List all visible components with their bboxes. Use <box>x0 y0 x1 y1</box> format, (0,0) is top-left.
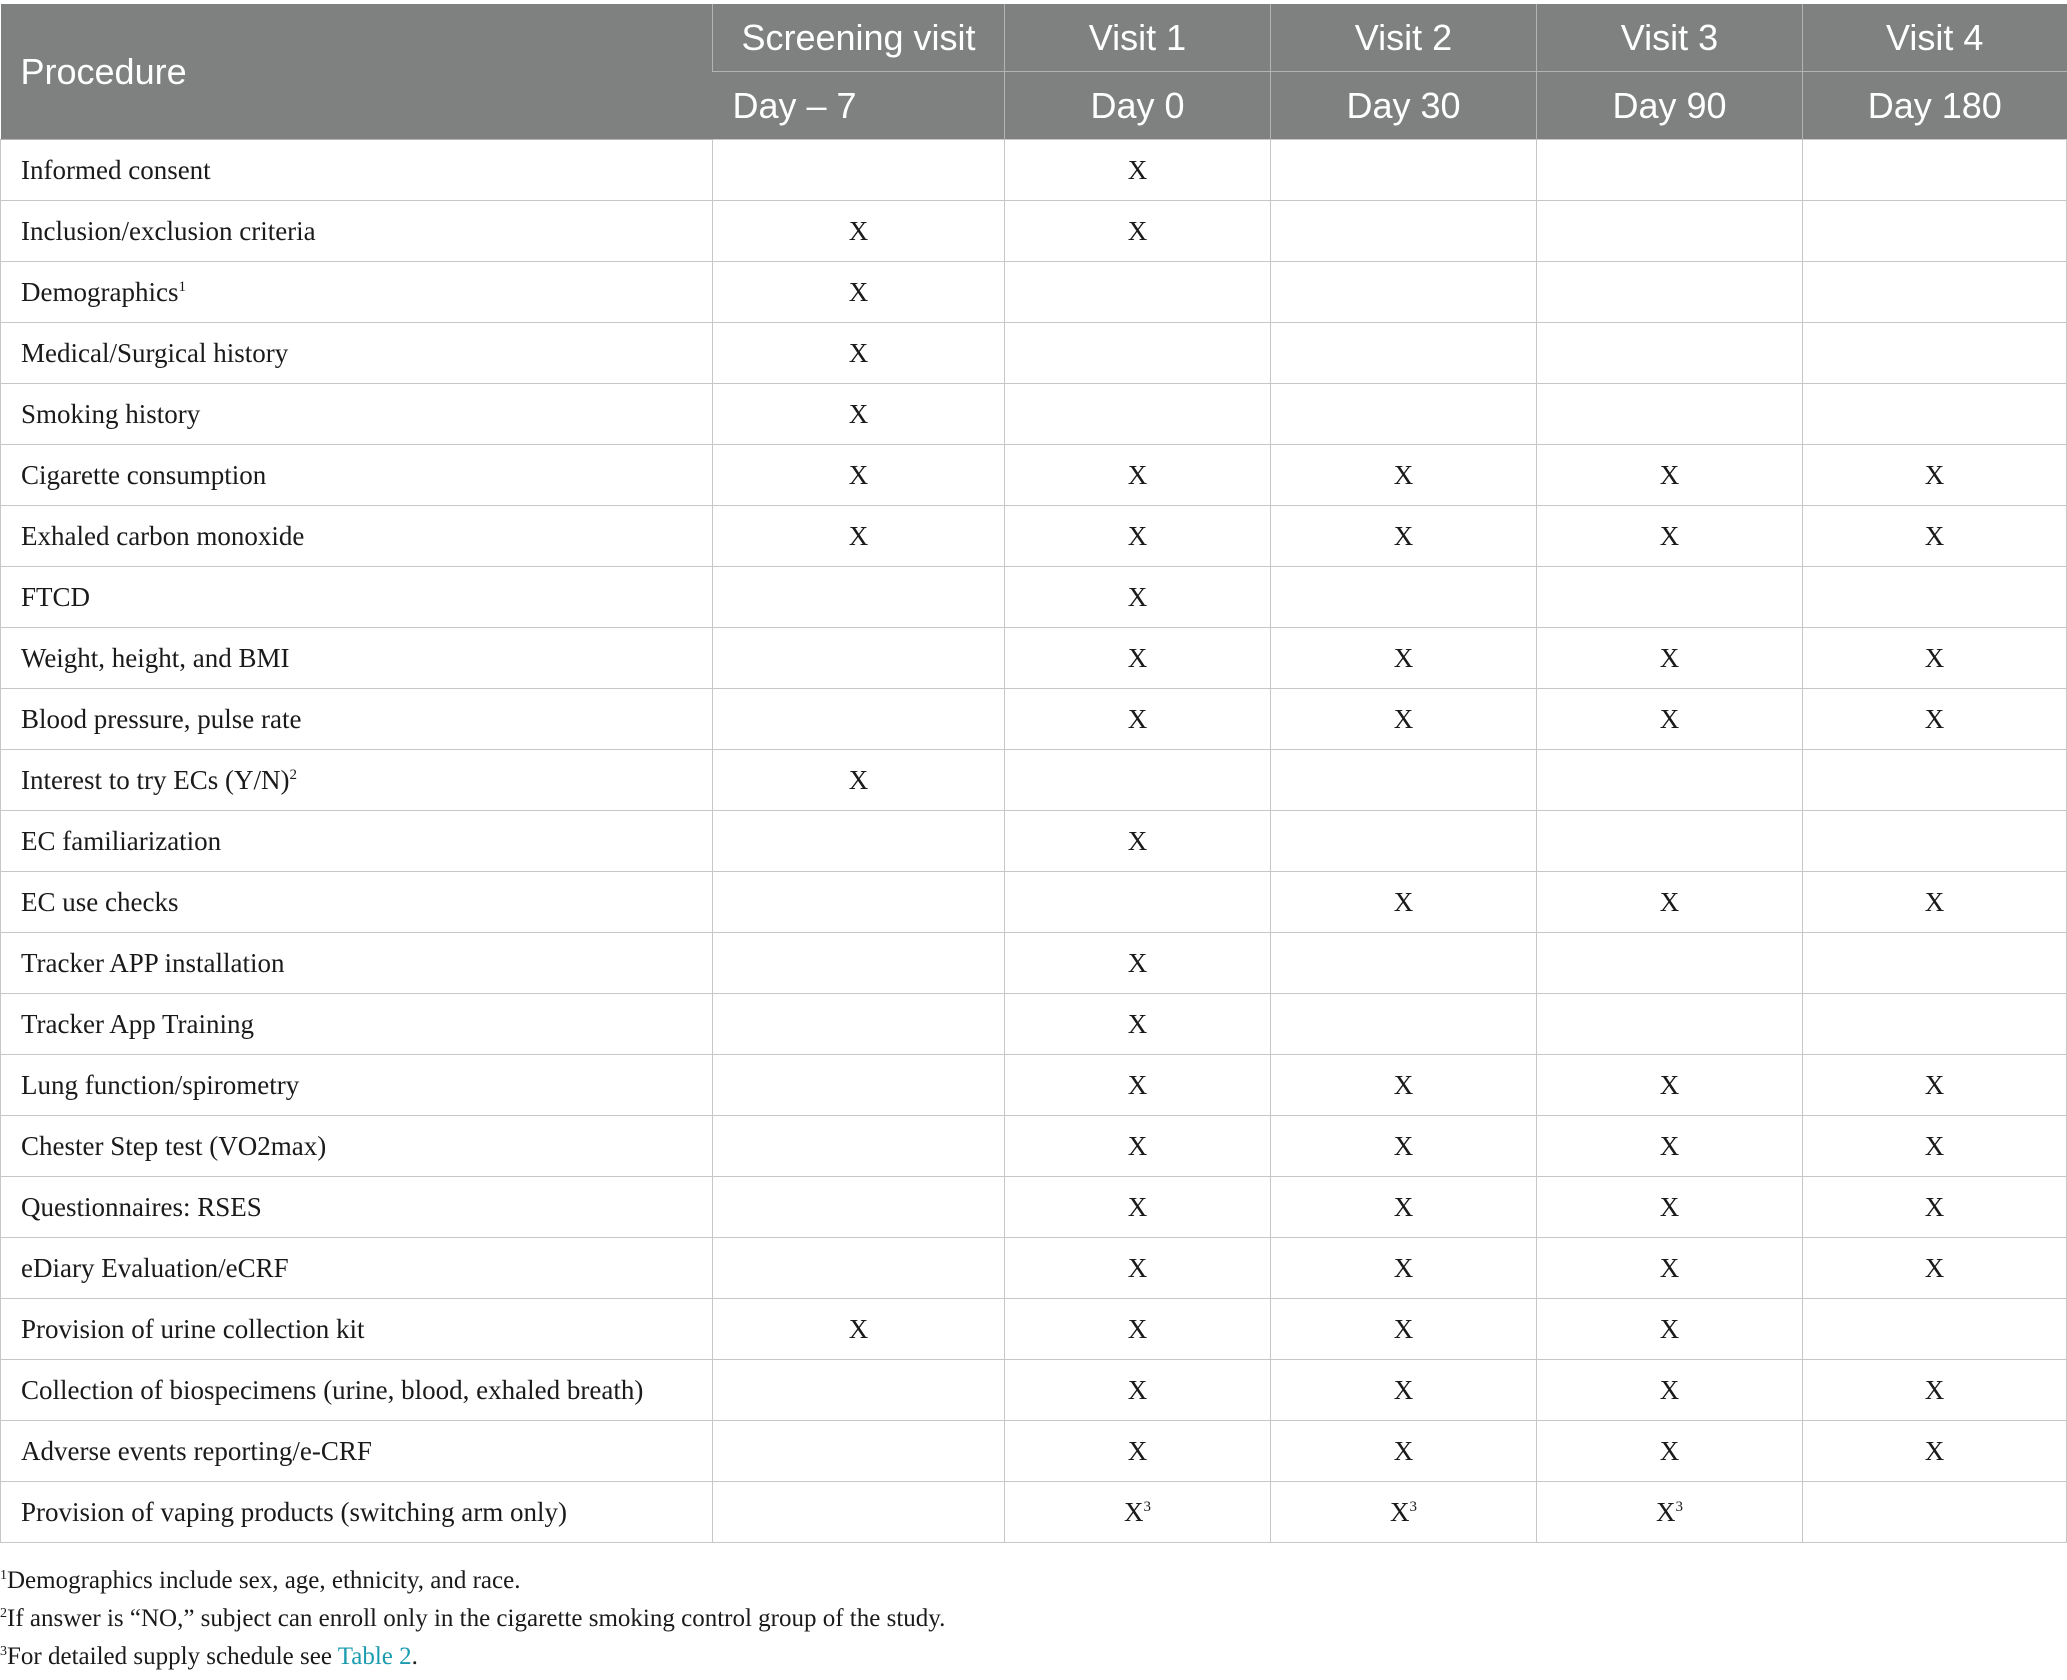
schedule-cell <box>1271 140 1537 201</box>
schedule-mark: X <box>1659 642 1680 673</box>
procedure-cell <box>1 628 713 689</box>
procedure-label: Informed consent <box>21 154 211 185</box>
table-row <box>1 323 2067 384</box>
header-visit-name: Visit 4 <box>1803 4 2067 72</box>
schedule-cell <box>1537 750 1803 811</box>
schedule-cell <box>1803 689 2067 750</box>
header-visit-day: Day 30 <box>1271 72 1537 140</box>
schedule-mark: X <box>1659 459 1680 490</box>
schedule-cell <box>1271 567 1537 628</box>
schedule-cell <box>1271 384 1537 445</box>
schedule-mark: X <box>1127 1313 1148 1344</box>
footnote-text: For detailed supply schedule see <box>7 1643 338 1670</box>
schedule-mark: X <box>848 520 869 551</box>
schedule-mark: X <box>1393 642 1414 673</box>
schedule-mark: X <box>1127 1069 1148 1100</box>
schedule-mark: X <box>848 337 869 368</box>
footnote-ref: 1 <box>178 278 186 295</box>
schedule-cell <box>1803 994 2067 1055</box>
procedure-label: Smoking history <box>21 398 201 429</box>
schedule-cell <box>1271 933 1537 994</box>
schedule-cell <box>1271 1055 1537 1116</box>
schedule-mark: X <box>1393 1435 1414 1466</box>
header-visit-day: Day 90 <box>1537 72 1803 140</box>
schedule-mark: X <box>1393 703 1414 734</box>
schedule-cell <box>1271 811 1537 872</box>
schedule-cell <box>1005 384 1271 445</box>
schedule-cell <box>1005 1177 1271 1238</box>
schedule-mark: X <box>1659 1069 1680 1100</box>
schedule-cell <box>1537 1360 1803 1421</box>
schedule-cell <box>713 384 1005 445</box>
schedule-cell <box>1271 689 1537 750</box>
schedule-mark: X <box>848 398 869 429</box>
schedule-cell <box>1537 872 1803 933</box>
table-row <box>1 140 2067 201</box>
schedule-cell <box>1537 628 1803 689</box>
table-row <box>1 1360 2067 1421</box>
schedule-cell <box>713 1238 1005 1299</box>
procedure-cell <box>1 811 713 872</box>
schedule-cell <box>713 445 1005 506</box>
procedure-cell <box>1 1482 713 1543</box>
table-row <box>1 628 2067 689</box>
procedure-cell <box>1 1238 713 1299</box>
schedule-cell <box>1005 1299 1271 1360</box>
table-row <box>1 445 2067 506</box>
procedure-label: EC familiarization <box>21 825 222 856</box>
schedule-mark: X <box>1656 1496 1676 1527</box>
procedure-cell <box>1 506 713 567</box>
schedule-mark: X <box>1659 1435 1680 1466</box>
procedure-cell <box>1 1299 713 1360</box>
schedule-cell <box>713 811 1005 872</box>
table-header <box>1 4 2067 140</box>
schedule-mark: X <box>1127 1130 1148 1161</box>
procedure-label: EC use checks <box>21 886 179 917</box>
schedule-mark: X <box>1393 520 1414 551</box>
schedule-cell <box>1005 994 1271 1055</box>
schedule-mark: X <box>1924 1252 1945 1283</box>
procedure-cell <box>1 262 713 323</box>
schedule-cell <box>713 262 1005 323</box>
footnote-text: If answer is “NO,” subject can enroll only in the cigarette smoking control group of the study. <box>7 1605 946 1632</box>
schedule-mark: X <box>848 764 869 795</box>
schedule-cell <box>713 1482 1005 1543</box>
schedule-mark: X <box>1127 825 1148 856</box>
schedule-mark: X <box>1393 1191 1414 1222</box>
schedule-cell <box>1005 1238 1271 1299</box>
schedule-cell <box>1005 1055 1271 1116</box>
schedule-cell <box>1803 750 2067 811</box>
footnote <box>0 1600 945 1638</box>
schedule-mark: X <box>848 276 869 307</box>
procedure-cell <box>1 994 713 1055</box>
schedule-mark: X <box>1393 1313 1414 1344</box>
schedule-mark: X <box>1393 459 1414 490</box>
schedule-cell <box>713 201 1005 262</box>
schedule-cell <box>1803 445 2067 506</box>
schedule-cell <box>1271 750 1537 811</box>
schedule-cell <box>1005 201 1271 262</box>
procedure-label: Cigarette consumption <box>21 459 267 490</box>
schedule-cell <box>1005 323 1271 384</box>
procedure-cell <box>1 750 713 811</box>
schedule-mark: X <box>1924 1435 1945 1466</box>
schedule-cell <box>1803 1055 2067 1116</box>
procedure-label: Collection of biospecimens (urine, blood, exhaled breath) <box>21 1374 644 1405</box>
schedule-cell <box>1537 323 1803 384</box>
schedule-cell <box>1803 872 2067 933</box>
schedule-table-container <box>0 4 2066 1543</box>
table-2-link[interactable]: Table 2 <box>337 1643 412 1670</box>
schedule-cell <box>1271 1116 1537 1177</box>
schedule-mark: X <box>1659 703 1680 734</box>
table-row <box>1 1177 2067 1238</box>
footnote-mark: 3 <box>0 1644 7 1659</box>
schedule-cell <box>1537 384 1803 445</box>
schedule-cell <box>1537 445 1803 506</box>
schedule-cell <box>1271 1482 1537 1543</box>
table-row <box>1 384 2067 445</box>
footnote <box>0 1562 945 1600</box>
schedule-mark: X <box>1659 520 1680 551</box>
schedule-cell <box>1537 1177 1803 1238</box>
table-row <box>1 567 2067 628</box>
header-visit-name: Visit 3 <box>1537 4 1803 72</box>
schedule-cell <box>1803 1299 2067 1360</box>
procedure-cell <box>1 323 713 384</box>
procedure-label: Provision of vaping products (switching arm only) <box>21 1496 567 1527</box>
procedure-cell <box>1 1055 713 1116</box>
schedule-mark: X <box>1393 886 1414 917</box>
header-visit-day: Day – 7 <box>713 72 1005 140</box>
schedule-cell <box>1803 262 2067 323</box>
schedule-mark: X <box>1659 1313 1680 1344</box>
schedule-mark: X <box>1390 1496 1410 1527</box>
schedule-mark: X <box>1127 1252 1148 1283</box>
schedule-cell <box>1803 506 2067 567</box>
procedure-label: Chester Step test (VO2max) <box>21 1130 327 1161</box>
schedule-cell <box>713 1055 1005 1116</box>
procedure-cell <box>1 1177 713 1238</box>
schedule-cell <box>1005 933 1271 994</box>
schedule-cell <box>1271 872 1537 933</box>
procedure-label: Questionnaires: RSES <box>21 1191 262 1222</box>
schedule-mark: X <box>1127 459 1148 490</box>
schedule-cell <box>1537 1482 1803 1543</box>
schedule-cell <box>1537 506 1803 567</box>
schedule-cell <box>713 1299 1005 1360</box>
schedule-cell <box>713 140 1005 201</box>
schedule-mark: X <box>1127 1008 1148 1039</box>
schedule-cell <box>1005 872 1271 933</box>
schedule-mark: X <box>1924 886 1945 917</box>
schedule-cell <box>1271 323 1537 384</box>
table-row <box>1 811 2067 872</box>
procedure-label: eDiary Evaluation/eCRF <box>21 1252 289 1283</box>
table-row <box>1 689 2067 750</box>
schedule-cell <box>1803 384 2067 445</box>
schedule-cell <box>713 933 1005 994</box>
schedule-cell <box>1271 994 1537 1055</box>
schedule-cell <box>1803 323 2067 384</box>
schedule-mark: X <box>1393 1069 1414 1100</box>
schedule-cell <box>1005 628 1271 689</box>
schedule-mark: X <box>1127 154 1148 185</box>
procedure-cell <box>1 445 713 506</box>
procedure-label: Inclusion/exclusion criteria <box>21 215 316 246</box>
schedule-cell <box>1537 1116 1803 1177</box>
schedule-mark: X <box>1924 1130 1945 1161</box>
procedure-label: FTCD <box>21 581 91 612</box>
procedure-label: Medical/Surgical history <box>21 337 289 368</box>
schedule-cell <box>1005 1116 1271 1177</box>
schedule-cell <box>1271 1238 1537 1299</box>
table-row <box>1 1055 2067 1116</box>
footnote-text: Demographics include sex, age, ethnicity, and race. <box>7 1567 521 1594</box>
procedure-label: Weight, height, and BMI <box>21 642 290 673</box>
table-row <box>1 1238 2067 1299</box>
procedure-label: Tracker App Training <box>21 1008 255 1039</box>
schedule-mark: X <box>1924 1069 1945 1100</box>
schedule-cell <box>1803 628 2067 689</box>
schedule-mark: X <box>1127 520 1148 551</box>
schedule-cell <box>713 689 1005 750</box>
procedure-label: Lung function/spirometry <box>21 1069 300 1100</box>
table-row <box>1 933 2067 994</box>
schedule-mark: X <box>1659 886 1680 917</box>
schedule-cell <box>1005 1360 1271 1421</box>
schedule-cell <box>1537 1238 1803 1299</box>
footnote-mark: 1 <box>0 1568 7 1583</box>
table-row <box>1 994 2067 1055</box>
schedule-mark: X <box>1127 215 1148 246</box>
schedule-cell <box>1537 1299 1803 1360</box>
footnotes <box>0 1562 945 1676</box>
schedule-cell <box>1803 1116 2067 1177</box>
schedule-cell <box>1537 994 1803 1055</box>
footnote-text-after: . <box>411 1643 418 1670</box>
schedule-cell <box>713 750 1005 811</box>
schedule-mark: X <box>1127 947 1148 978</box>
schedule-cell <box>713 994 1005 1055</box>
footnote-ref: 2 <box>289 766 297 783</box>
schedule-cell <box>1005 567 1271 628</box>
schedule-cell <box>1537 933 1803 994</box>
schedule-mark: X <box>1659 1191 1680 1222</box>
header-visit-name: Visit 1 <box>1005 4 1271 72</box>
schedule-mark: X <box>1393 1374 1414 1405</box>
schedule-mark: X <box>1924 703 1945 734</box>
schedule-cell <box>1271 445 1537 506</box>
schedule-mark: X <box>1924 459 1945 490</box>
schedule-cell <box>1537 689 1803 750</box>
table-row <box>1 506 2067 567</box>
schedule-cell <box>1005 1482 1271 1543</box>
schedule-cell <box>1005 506 1271 567</box>
schedule-mark: X <box>1924 1191 1945 1222</box>
schedule-mark: X <box>1124 1496 1144 1527</box>
schedule-cell <box>1271 1360 1537 1421</box>
schedule-of-procedures-table <box>0 4 2067 1543</box>
schedule-mark: X <box>1659 1374 1680 1405</box>
schedule-cell <box>1271 1177 1537 1238</box>
schedule-mark: X <box>1924 520 1945 551</box>
procedure-cell <box>1 1360 713 1421</box>
procedure-cell <box>1 872 713 933</box>
schedule-cell <box>713 1421 1005 1482</box>
table-row <box>1 872 2067 933</box>
schedule-cell <box>1005 689 1271 750</box>
table-row <box>1 1421 2067 1482</box>
table-row <box>1 1482 2067 1543</box>
schedule-mark: X <box>1127 1191 1148 1222</box>
footnote-mark: 2 <box>0 1606 7 1621</box>
procedure-cell <box>1 201 713 262</box>
schedule-mark: X <box>1393 1130 1414 1161</box>
schedule-cell <box>1803 1421 2067 1482</box>
schedule-cell <box>1005 1421 1271 1482</box>
schedule-cell <box>1005 262 1271 323</box>
schedule-cell <box>713 872 1005 933</box>
schedule-cell <box>1271 201 1537 262</box>
schedule-mark: X <box>1924 1374 1945 1405</box>
table-row <box>1 1299 2067 1360</box>
schedule-mark: X <box>1127 703 1148 734</box>
schedule-mark: X <box>1659 1252 1680 1283</box>
procedure-label: Adverse events reporting/e-CRF <box>21 1435 372 1466</box>
schedule-cell <box>1537 811 1803 872</box>
procedure-label: Demographics <box>21 276 179 307</box>
procedure-label: Blood pressure, pulse rate <box>21 703 302 734</box>
procedure-label: Provision of urine collection kit <box>21 1313 365 1344</box>
table-body <box>1 140 2067 1543</box>
schedule-cell <box>1803 567 2067 628</box>
schedule-cell <box>1803 1360 2067 1421</box>
footnote-ref: 3 <box>1143 1498 1151 1515</box>
schedule-cell <box>1271 262 1537 323</box>
schedule-mark: X <box>1393 1252 1414 1283</box>
schedule-cell <box>1271 628 1537 689</box>
header-procedure: Procedure <box>1 4 713 140</box>
schedule-mark: X <box>1127 1374 1148 1405</box>
table-row <box>1 201 2067 262</box>
schedule-cell <box>1537 262 1803 323</box>
procedure-cell <box>1 933 713 994</box>
schedule-cell <box>1271 1421 1537 1482</box>
header-visit-day: Day 180 <box>1803 72 2067 140</box>
schedule-mark: X <box>848 459 869 490</box>
table-row <box>1 750 2067 811</box>
schedule-cell <box>713 1116 1005 1177</box>
schedule-cell <box>1005 811 1271 872</box>
schedule-cell <box>1803 1238 2067 1299</box>
schedule-cell <box>1271 506 1537 567</box>
schedule-cell <box>713 1177 1005 1238</box>
procedure-cell <box>1 1116 713 1177</box>
schedule-cell <box>713 628 1005 689</box>
procedure-cell <box>1 140 713 201</box>
header-visit-name: Visit 2 <box>1271 4 1537 72</box>
schedule-mark: X <box>1127 1435 1148 1466</box>
footnote-ref: 3 <box>1409 1498 1417 1515</box>
procedure-label: Tracker APP installation <box>21 947 285 978</box>
schedule-mark: X <box>848 1313 869 1344</box>
table-row <box>1 262 2067 323</box>
schedule-cell <box>1803 933 2067 994</box>
schedule-cell <box>713 506 1005 567</box>
schedule-cell <box>1537 567 1803 628</box>
schedule-cell <box>1803 811 2067 872</box>
procedure-cell <box>1 1421 713 1482</box>
schedule-mark: X <box>1127 581 1148 612</box>
schedule-mark: X <box>848 215 869 246</box>
schedule-cell <box>1537 1421 1803 1482</box>
schedule-cell <box>1803 1482 2067 1543</box>
schedule-cell <box>713 323 1005 384</box>
table-row <box>1 1116 2067 1177</box>
schedule-cell <box>713 567 1005 628</box>
schedule-cell <box>1271 1299 1537 1360</box>
footnote <box>0 1638 945 1676</box>
schedule-cell <box>1005 140 1271 201</box>
procedure-label: Exhaled carbon monoxide <box>21 520 305 551</box>
footnote-ref: 3 <box>1675 1498 1683 1515</box>
schedule-mark: X <box>1127 642 1148 673</box>
schedule-cell <box>1537 201 1803 262</box>
procedure-cell <box>1 567 713 628</box>
header-visit-name: Screening visit <box>713 4 1005 72</box>
procedure-cell <box>1 384 713 445</box>
procedure-cell <box>1 689 713 750</box>
schedule-cell <box>1005 750 1271 811</box>
schedule-cell <box>1537 1055 1803 1116</box>
schedule-cell <box>1803 1177 2067 1238</box>
schedule-cell <box>1537 140 1803 201</box>
schedule-cell <box>1803 140 2067 201</box>
procedure-label: Interest to try ECs (Y/N) <box>21 764 290 795</box>
schedule-cell <box>1005 445 1271 506</box>
schedule-mark: X <box>1924 642 1945 673</box>
header-visit-day: Day 0 <box>1005 72 1271 140</box>
schedule-cell <box>713 1360 1005 1421</box>
schedule-mark: X <box>1659 1130 1680 1161</box>
schedule-cell <box>1803 201 2067 262</box>
